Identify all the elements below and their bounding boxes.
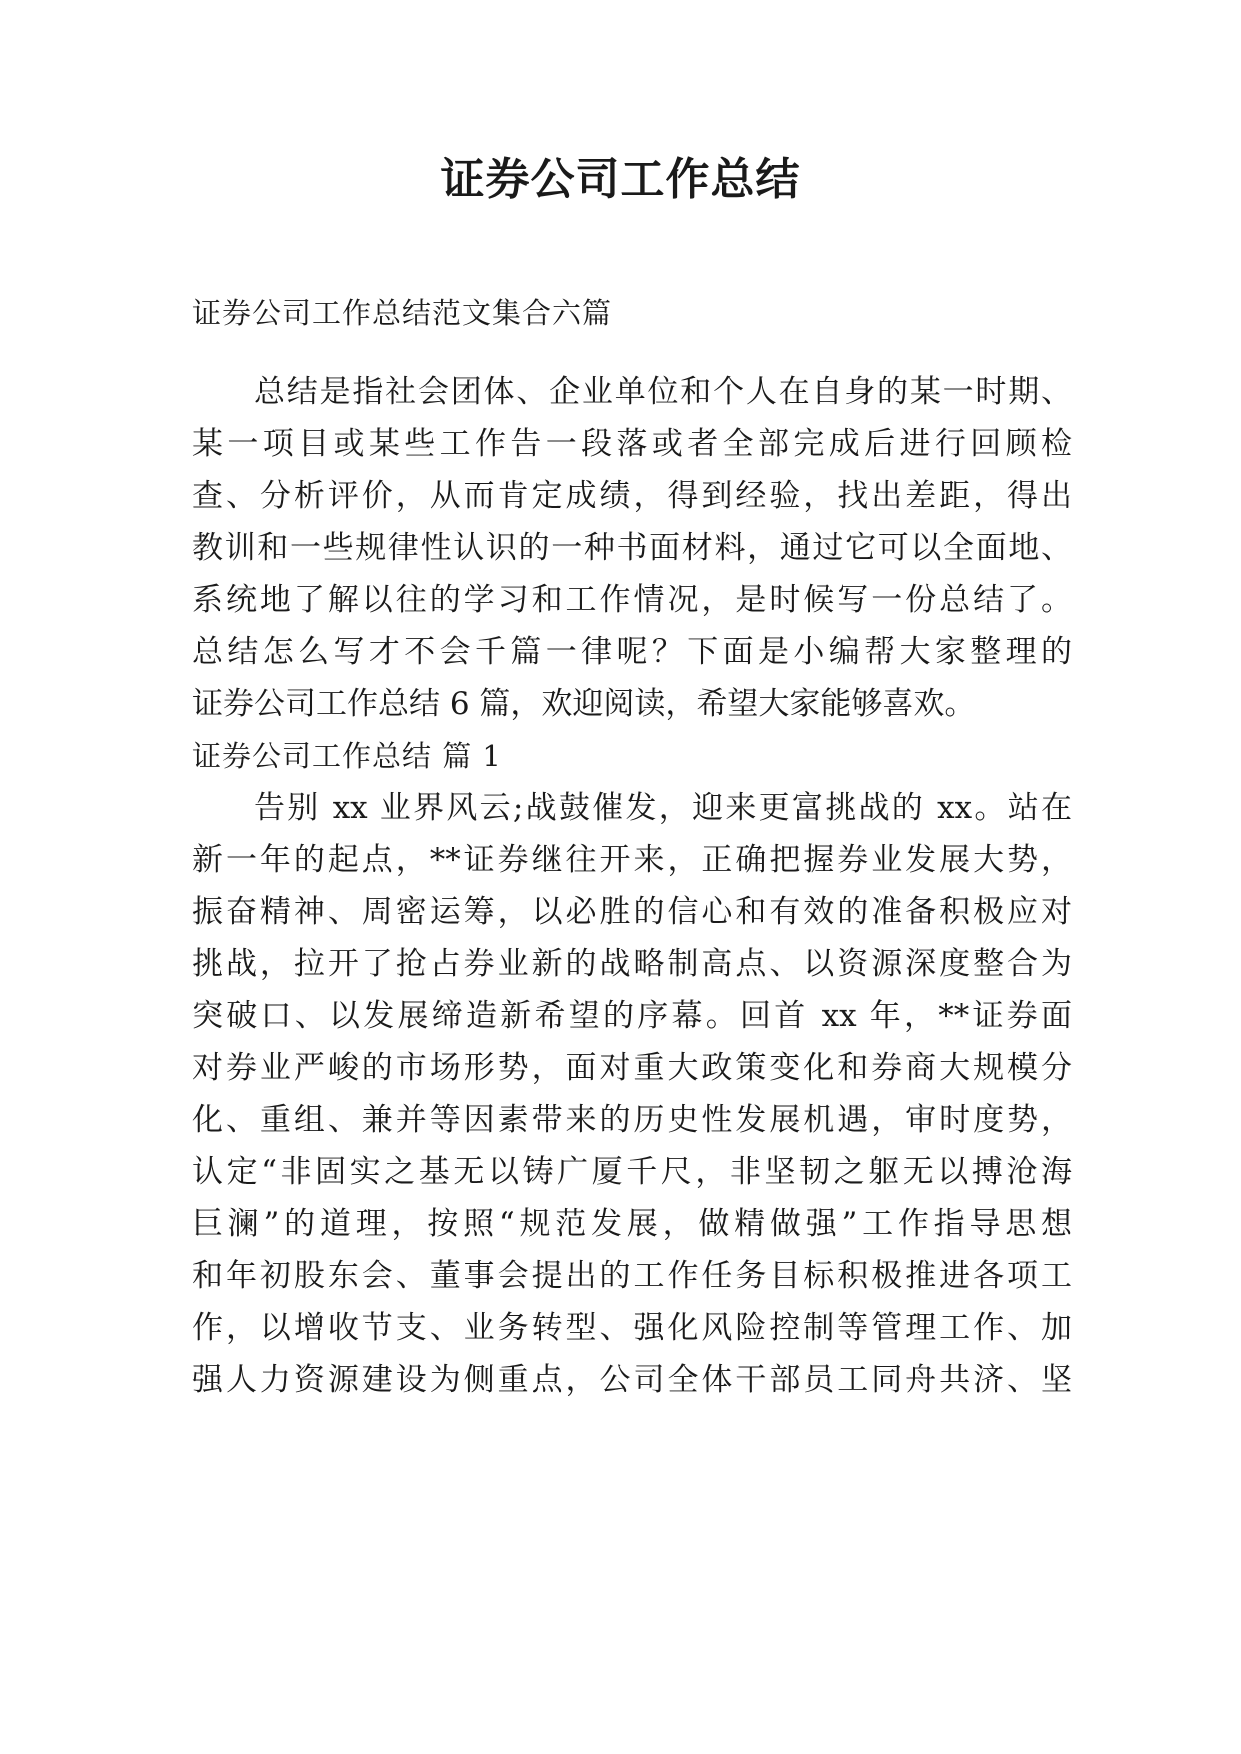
section-line: 新一年的起点，**证券继往开来，正确把握券业发展大势， (192, 842, 1072, 878)
intro-line: 总结怎么写才不会千篇一律呢？下面是小编帮大家整理的 (192, 634, 1072, 670)
section-line: 认定“非固实之基无以铸广厦千尺，非坚韧之躯无以搏沧海 (192, 1154, 1072, 1190)
section-line: 巨澜”的道理，按照“规范发展，做精做强”工作指导思想 (192, 1206, 1072, 1242)
intro-line: 某一项目或某些工作告一段落或者全部完成后进行回顾检 (192, 426, 1072, 462)
document-subtitle: 证券公司工作总结范文集合六篇 (192, 296, 613, 330)
section-line: 振奋精神、周密运筹，以必胜的信心和有效的准备积极应对 (192, 894, 1072, 930)
section-line: 突破口、以发展缔造新希望的序幕。回首 xx 年，**证券面 (192, 998, 1072, 1034)
intro-line: 证券公司工作总结 6 篇，欢迎阅读，希望大家能够喜欢。 (192, 686, 976, 722)
section-line: 告别 xx 业界风云;战鼓催发，迎来更富挑战的 xx。站在 (254, 790, 1072, 826)
intro-line: 总结是指社会团体、企业单位和个人在自身的某一时期、 (254, 374, 1072, 410)
section-line: 作，以增收节支、业务转型、强化风险控制等管理工作、加 (192, 1310, 1072, 1346)
intro-line: 查、分析评价，从而肯定成绩，得到经验，找出差距，得出 (192, 478, 1072, 514)
section-line: 对券业严峻的市场形势，面对重大政策变化和券商大规模分 (192, 1050, 1072, 1086)
section-line: 挑战，拉开了抢占券业新的战略制高点、以资源深度整合为 (192, 946, 1072, 982)
intro-line: 教训和一些规律性认识的一种书面材料，通过它可以全面地、 (192, 530, 1072, 566)
section-line: 和年初股东会、董事会提出的工作任务目标积极推进各项工 (192, 1258, 1072, 1294)
intro-line: 系统地了解以往的学习和工作情况，是时候写一份总结了。 (192, 582, 1072, 618)
section-line: 强人力资源建设为侧重点，公司全体干部员工同舟共济、坚 (192, 1362, 1072, 1398)
section-heading: 证券公司工作总结 篇 1 (192, 739, 502, 773)
page-title: 证券公司工作总结 (440, 154, 801, 205)
section-line: 化、重组、兼并等因素带来的历史性发展机遇，审时度势， (192, 1102, 1072, 1138)
